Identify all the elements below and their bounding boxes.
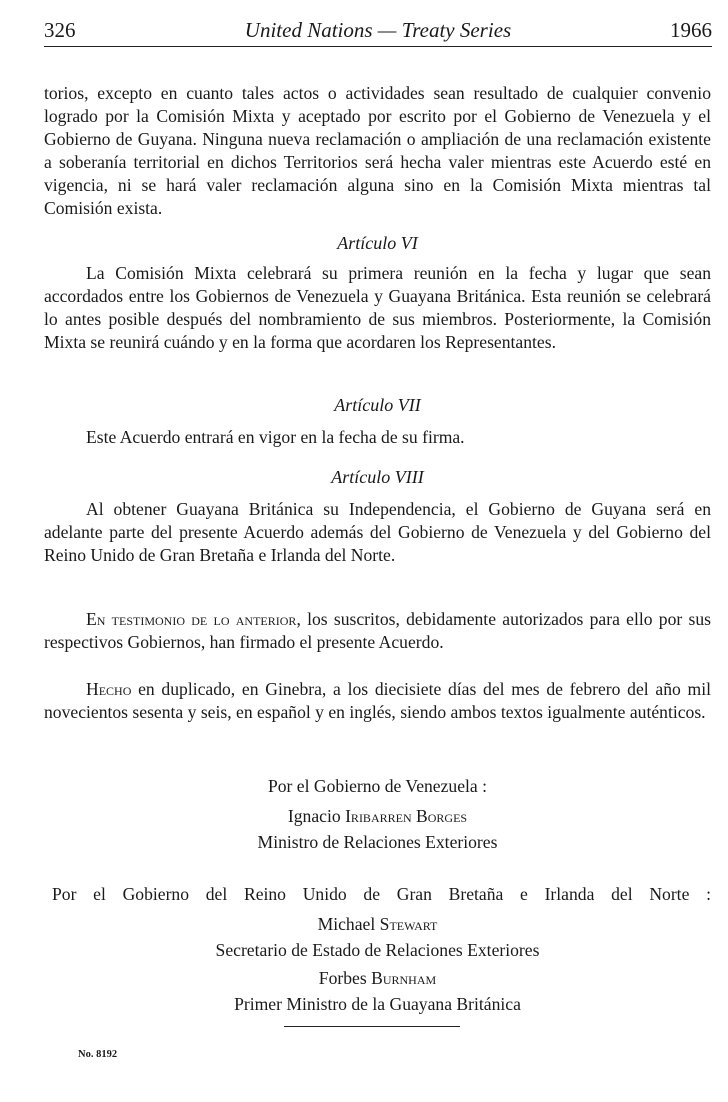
venezuela-signatory-name [44, 804, 711, 829]
article-8-text: Al obtener Guayana Británica su Independencia, el Gobierno de Guyana será en adelante parte del presente Acuerdo además del Gobierno de Venezuela y del Gobierno del Reino Unido de Gran Bretaña e Irlanda del Norte. [44, 499, 711, 565]
page-number: 326 [44, 18, 76, 42]
venezuela-signature-heading: Por el Gobierno de Venezuela : [267, 776, 488, 796]
venezuela-signatory-surname: Iribarren Borges [345, 806, 468, 826]
running-title: United Nations — Treaty Series [244, 18, 512, 42]
uk-signatory-1-surname: Stewart [379, 914, 438, 934]
article-6-heading: Artículo VI [337, 233, 418, 253]
closing-rule [284, 1026, 460, 1027]
testimonio-clause [44, 608, 711, 654]
uk-signatory-2-name [44, 966, 711, 991]
header-year: 1966 [670, 18, 712, 42]
venezuela-signatory-title: Ministro de Relaciones Exteriores [257, 832, 498, 852]
article-8-heading: Artículo VIII [331, 467, 424, 487]
testimonio-lead: En testimonio de lo anterior [86, 609, 297, 629]
uk-signatory-2-surname: Burnham [371, 968, 437, 988]
uk-signatory-2-title: Primer Ministro de la Guayana Británica [234, 994, 521, 1014]
hecho-lead: Hecho [86, 679, 132, 699]
page-header [44, 14, 712, 47]
hecho-text: en duplicado, en Ginebra, a los diecisiete días del mes de febrero del año mil novecientos sesenta y seis, en español y en inglés, siendo ambos textos igualmente auténticos. [44, 679, 711, 722]
uk-signatory-1-title: Secretario de Estado de Relaciones Exteriores [215, 940, 540, 960]
article-7-heading: Artículo VII [334, 395, 421, 415]
uk-signatory-1-name [44, 912, 711, 937]
uk-signatory-1-first-name: Michael [317, 914, 376, 934]
uk-signature-heading: Por el Gobierno del Reino Unido de Gran Bretaña e Irlanda del Norte : [52, 884, 711, 904]
venezuela-signatory-first-name: Ignacio [287, 806, 341, 826]
hecho-clause [44, 678, 711, 724]
testimonio-text: , los suscritos, debidamente autorizados para ello por sus respectivos Gobiernos, han firmado el presente Acuerdo. [44, 609, 711, 652]
article-6-text: La Comisión Mixta celebrará su primera reunión en la fecha y lugar que sean accordados entre los Gobiernos de Venezuela y Guayana Británica. Esta reunión se celebrará lo antes posible después del nombramiento de sus miembros. Posteriormente, la Comisión Mixta se reunirá cuándo y en la forma que acordaren los Representantes. [44, 263, 711, 352]
uk-signatory-2-first-name: Forbes [318, 968, 367, 988]
treaty-number: No. 8192 [78, 1049, 118, 1060]
continuation-paragraph: torios, excepto en cuanto tales actos o actividades sean resultado de cualquier convenio logrado por la Comisión Mixta y aceptado por escrito por el Gobierno de Venezuela y el Gobierno de Guyana. Ninguna nueva reclamación o ampliación de una reclamación existente a soberanía territorial en dichos Territorios será hecha valer mientras este Acuerdo esté en vigencia, ni se hará valer reclamación alguna sino en la Comisión Mixta mientras tal Comisión exista. [44, 83, 711, 218]
article-7-text: Este Acuerdo entrará en vigor en la fecha de su firma. [86, 427, 465, 447]
